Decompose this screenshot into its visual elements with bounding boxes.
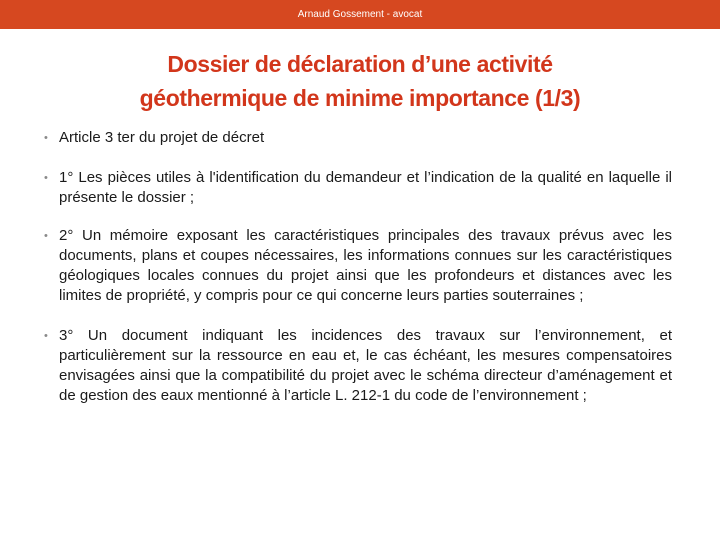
- bullet-dot-icon: •: [44, 230, 48, 242]
- bullet-item: [44, 226, 672, 306]
- slide-title: [40, 47, 680, 115]
- author-label: Arnaud Gossement - avocat: [297, 9, 423, 20]
- bullet-dot-icon: •: [44, 330, 48, 342]
- header-bar: [0, 0, 720, 29]
- bullet-item: [44, 128, 672, 148]
- bullet-item: [44, 168, 672, 208]
- bullet-text: 2° Un mémoire exposant les caractéristiques principales des travaux prévus avec les documents, plans et coupes nécessaires, les informations connues sur les caractéristiques géologiques locales connues du projet ainsi que les profondeurs et distances avec les limites de propriété, y compris pour ce qui concerne leurs parties souterraines ;: [59, 227, 672, 304]
- bullet-list: [44, 128, 672, 424]
- slide-title-line-2: géothermique de minime importance (1/3): [139, 85, 581, 111]
- bullet-text: Article 3 ter du projet de décret: [59, 129, 265, 146]
- bullet-text: 1° Les pièces utiles à l'identification du demandeur et l’indication de la qualité en laquelle il présente le dossier ;: [59, 169, 672, 206]
- slide-title-line-1: Dossier de déclaration d’une activité: [167, 51, 553, 77]
- bullet-text: 3° Un document indiquant les incidences des travaux sur l’environnement, et particulièrement sur la ressource en eau et, le cas échéant, les mesures compensatoires envisagées ainsi que la compatibilité du projet avec le schéma directeur d’aménagement et de gestion des eaux mentionné à l’article L. 212-1 du code de l’environnement ;: [59, 327, 672, 404]
- bullet-dot-icon: •: [44, 172, 48, 184]
- bullet-dot-icon: •: [44, 132, 48, 144]
- bullet-item: [44, 326, 672, 406]
